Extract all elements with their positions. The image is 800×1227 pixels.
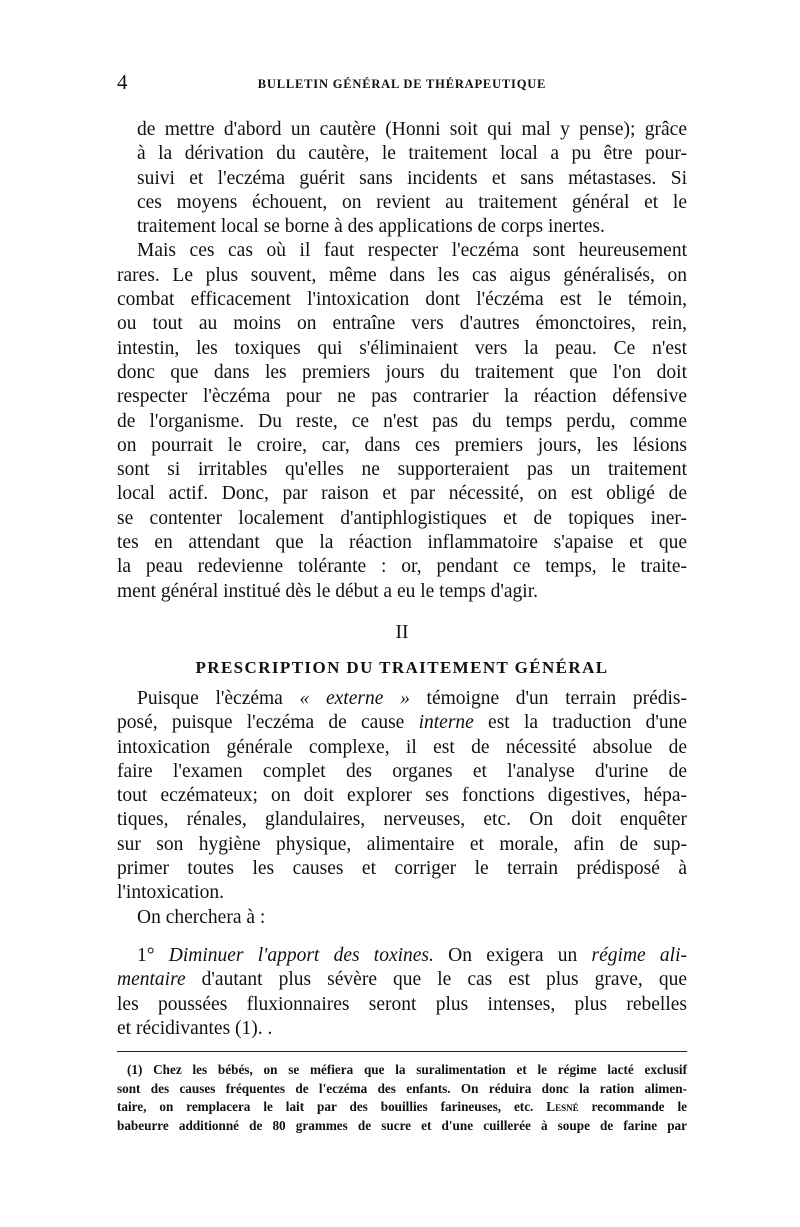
text-line: faire l'examen complet des organes et l'analyse d'urine de: [117, 760, 687, 782]
text-line: tiques, rénales, glandulaires, nerveuses, etc. On doit enquêter: [117, 809, 687, 831]
text-line: ment général institué dès le début a eu le temps d'agir.: [117, 580, 539, 602]
text-run: témoigne d'un terrain prédis-: [409, 688, 687, 709]
text-line: et récidivantes (1). .: [117, 1017, 273, 1039]
text-line: respecter l'èczéma pour ne pas contrarier la réaction défensive: [117, 386, 687, 408]
text-line: sur son hygiène physique, alimentaire et morale, afin de sup-: [117, 833, 687, 855]
running-title: BULLETIN GÉNÉRAL DE THÉRAPEUTIQUE: [257, 77, 547, 91]
text-line: Mais ces cas où il faut respecter l'eczéma sont heureusement: [137, 240, 687, 262]
text-run: recommande le: [578, 1099, 687, 1114]
text-line: rares. Le plus souvent, même dans les cas aigus généralisés, on: [117, 264, 687, 286]
page-number: 4: [117, 70, 128, 94]
paragraph-5: [117, 944, 687, 1041]
emphasis: mentaire: [117, 969, 186, 991]
footnote-line: (1) Chez les bébés, on se méfiera que la suralimentation et le régime lacté exclusif: [127, 1062, 687, 1077]
text-line: intoxication générale complexe, il est de nécessité absolue de: [117, 736, 687, 758]
footnote-divider: [117, 1051, 687, 1052]
body-text-bottom: [117, 687, 687, 1041]
text-run: On exigera un: [433, 944, 592, 966]
text-line: ou tout au moins on entraîne vers d'autres émonctoires, rein,: [117, 313, 687, 335]
footnote: [117, 1061, 687, 1135]
text-line: la peau redevienne tolérante : or, pendant ce temps, le traite-: [117, 556, 687, 578]
text-line: local actif. Donc, par raison et par nécessité, on est obligé de: [117, 483, 687, 505]
text-run: posé, puisque l'eczéma de cause: [117, 712, 419, 734]
section-title: PRESCRIPTION DU TRAITEMENT GÉNÉRAL: [195, 658, 609, 677]
text-line: de mettre d'abord un cautère (Honni soit qui mal y pense); grâce: [137, 119, 687, 140]
text-run: Puisque l'èczéma: [137, 688, 300, 709]
paragraph-3: [117, 687, 687, 906]
emphasis: régime ali-: [591, 944, 687, 966]
text-line: [117, 711, 687, 735]
text-line: donc que dans les premiers jours du traitement que l'on doit: [117, 361, 687, 383]
text-line: ces moyens échouent, on revient au traitement général et le: [137, 191, 687, 213]
section-number: II: [395, 622, 409, 643]
author-name: Lesné: [546, 1099, 579, 1114]
text-line: primer toutes les causes et corriger le terrain prédisposé à: [117, 858, 687, 880]
text-line: combat efficacement l'intoxication dont l'éczéma est le témoin,: [117, 289, 687, 311]
text-run: est la traduction d'une: [473, 712, 687, 734]
text-line: à la dérivation du cautère, le traitement local a pu être pour-: [137, 143, 687, 165]
text-line: sont si irritables qu'elles ne supporteraient pas un traitement: [117, 459, 687, 481]
text-line: intestin, les toxiques qui s'éliminaient vers la peau. Ce n'est: [117, 337, 687, 359]
text-line: on pourrait le croire, car, dans ces premiers jours, les lésions: [117, 434, 687, 456]
body-text-top: [117, 118, 687, 604]
text-line: [117, 944, 687, 968]
emphasis: « externe »: [299, 688, 410, 709]
text-line: On cherchera à :: [137, 906, 266, 928]
text-line: [117, 968, 687, 992]
text-run: taire, on remplacera le lait par des bouillies farineuses, etc.: [117, 1099, 547, 1114]
text-line: traitement local se borne à des applications de corps inertes.: [137, 216, 605, 238]
footnote-line: babeurre additionné de 80 grammes de sucre et d'une cuillerée à soupe de farine par: [117, 1117, 687, 1133]
emphasis: interne: [418, 712, 474, 734]
text-run: 1°: [137, 944, 169, 966]
text-line: se contenter localement d'antiphlogistiques et de topiques iner-: [117, 507, 687, 529]
emphasis: Diminuer l'apport des toxines.: [168, 944, 434, 966]
paragraph-1: [117, 118, 687, 239]
text-line: l'intoxication.: [117, 882, 224, 904]
text-line: de l'organisme. Du reste, ce n'est pas du temps perdu, comme: [117, 410, 687, 432]
text-line: les poussées fluxionnaires seront plus intenses, plus rebelles: [117, 993, 687, 1015]
paragraph-4: [117, 906, 687, 930]
text-line: tes en attendant que la réaction inflammatoire s'apaise et que: [117, 532, 687, 554]
text-line: tout eczémateux; on doit explorer ses fonctions digestives, hépa-: [117, 785, 687, 807]
footnote-line: sont des causes fréquentes de l'eczéma des enfants. On réduira donc la ration alimen-: [117, 1080, 687, 1096]
text-line: suivi et l'eczéma guérit sans incidents et sans métastases. Si: [137, 167, 687, 189]
page-header: [117, 70, 687, 100]
text-run: d'autant plus sévère que le cas est plus grave, que: [185, 969, 687, 991]
paragraph-2: [117, 239, 687, 603]
text-line: [117, 687, 687, 711]
footnote-line: [117, 1098, 687, 1117]
